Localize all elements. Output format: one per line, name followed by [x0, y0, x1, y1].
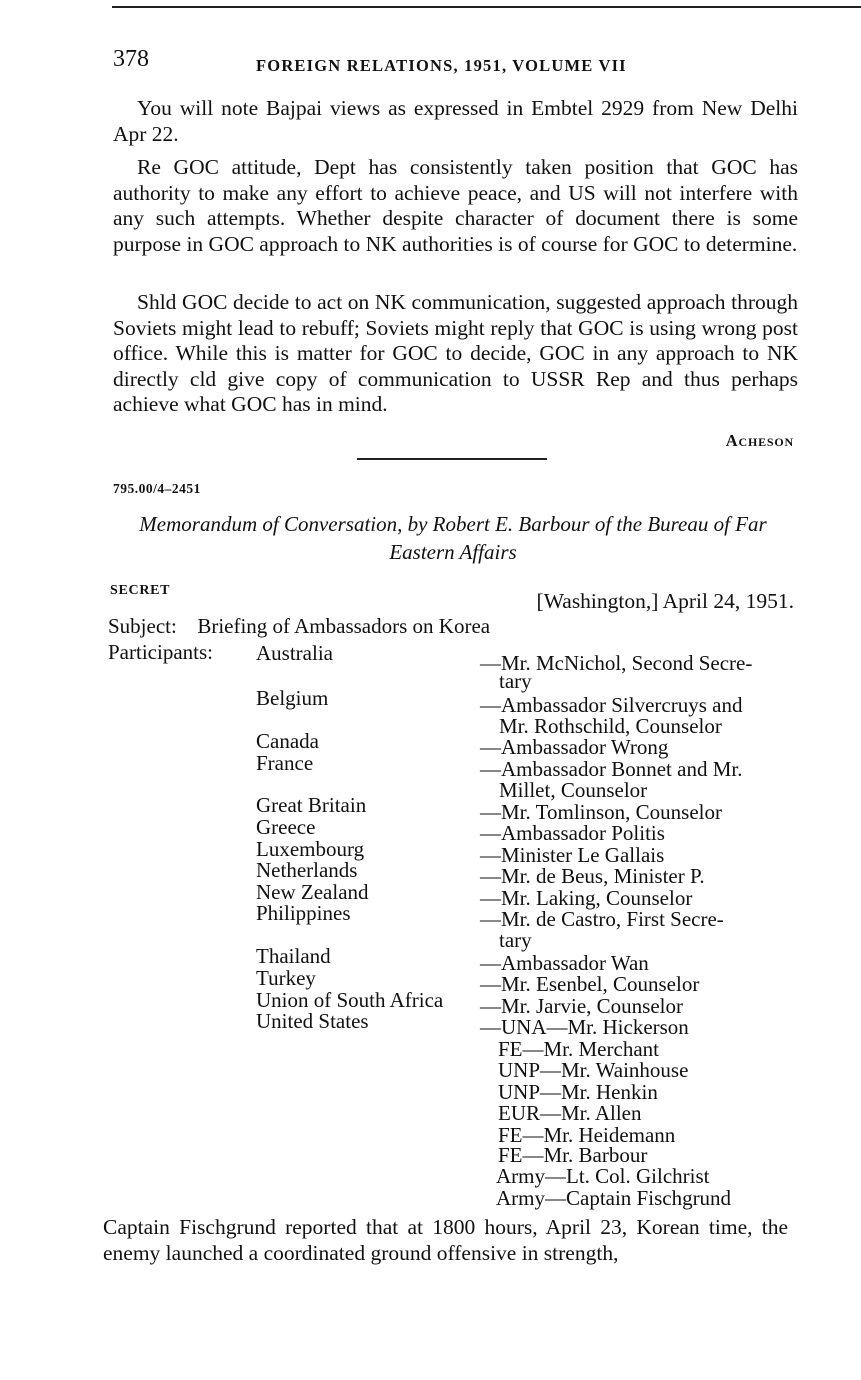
participant-rep: —Minister Le Gallais [480, 843, 665, 867]
us-participant: FE—Mr. Barbour [498, 1143, 648, 1167]
us-participant: UNP—Mr. Wainhouse [498, 1058, 689, 1082]
signature: Acheson [725, 431, 794, 450]
participant-country: Thailand [256, 944, 331, 968]
participant-rep: Mr. Rothschild, Counselor [499, 714, 722, 738]
participant-country: New Zealand [256, 880, 369, 904]
us-participant: Army—Captain Fischgrund [496, 1186, 732, 1210]
participant-country: Greece [256, 815, 316, 839]
participant-rep: —Mr. McNichol, Second Secre- [480, 651, 753, 675]
participant-rep: —Mr. Laking, Counselor [480, 886, 693, 910]
classification-label: SECRET [110, 583, 171, 598]
participant-rep: —Ambassador Silvercruys and [480, 693, 743, 717]
participant-rep: —Mr. Jarvie, Counselor [480, 994, 683, 1018]
telegram-paragraph-2: Re GOC attitude, Dept has consistently taken position that GOC has authority to make any effort to achieve peace, and US will not interfere with any such attempts. Whether despite character of document there is some purpose in GOC approach to NK authorities is of course for GOC to determine. [113, 155, 798, 256]
memo-title: Memorandum of Conversation, by Robert E. Barbour of the Bureau of Far Eastern Affairs [139, 512, 767, 564]
participant-country: United States [256, 1009, 369, 1033]
participant-rep: —Ambassador Wrong [480, 735, 669, 759]
telegram-paragraph-1: You will note Bajpai views as expressed in Embtel 2929 from New Delhi Apr 22. [113, 96, 798, 146]
participant-rep: —Ambassador Wan [480, 951, 649, 975]
participant-country: Netherlands [256, 858, 358, 882]
us-participant: UNP—Mr. Henkin [498, 1080, 658, 1104]
participant-rep: tary [499, 669, 532, 693]
participant-country: Union of South Africa [256, 988, 444, 1012]
us-participant: EUR—Mr. Allen [498, 1101, 642, 1125]
participant-country: Turkey [256, 966, 316, 990]
participant-rep: —Mr. de Beus, Minister P. [480, 864, 705, 888]
us-participant: FE—Mr. Heidemann [498, 1123, 676, 1147]
participant-rep: —Ambassador Politis [480, 821, 665, 845]
page-number: 378 [113, 46, 149, 72]
telegram-paragraph-3: Shld GOC decide to act on NK communication, suggested approach through Soviets might lead to rebuff; Soviets might reply that GOC is using wrong post office. While this is matter for GOC to decide, GOC in any approach to NK directly cld give copy of communication to USSR Rep and thus perhaps achieve what GOC has in mind. [113, 290, 798, 417]
subject-text: Briefing of Ambassadors on Korea [197, 614, 491, 638]
participant-rep: —Mr. de Castro, First Secre- [480, 907, 724, 931]
participant-rep: —Mr. Esenbel, Counselor [480, 972, 700, 996]
participant-country: Luxembourg [256, 837, 365, 861]
section-divider [357, 458, 547, 460]
participant-country: Philippines [256, 901, 351, 925]
participant-rep: —Ambassador Bonnet and Mr. [480, 757, 743, 781]
participants-label: Participants: [108, 640, 213, 664]
subject-label: Subject: [108, 614, 177, 638]
subject-line [108, 614, 490, 639]
participant-country: France [256, 751, 314, 775]
participant-rep: —Mr. Tomlinson, Counselor [480, 800, 722, 824]
document-id: 795.00/4–2451 [113, 481, 201, 496]
participant-country: Belgium [256, 686, 329, 710]
memo-body-paragraph: Captain Fischgrund reported that at 1800 hours, April 23, Korean time, the enemy launched a coordinated ground offensive in strength, [103, 1215, 788, 1265]
participant-rep: —UNA—Mr. Hickerson [480, 1015, 689, 1039]
participant-country: Australia [256, 641, 333, 665]
participant-country: Canada [256, 729, 319, 753]
participant-rep: Millet, Counselor [499, 778, 648, 802]
running-head: FOREIGN RELATIONS, 1951, VOLUME VII [256, 56, 627, 75]
us-participant: FE—Mr. Merchant [498, 1037, 659, 1061]
participant-rep: tary [499, 928, 532, 952]
place-date: [Washington,] April 24, 1951. [536, 589, 794, 613]
us-participant: Army—Lt. Col. Gilchrist [496, 1164, 710, 1188]
top-border-line [112, 6, 861, 8]
participant-country: Great Britain [256, 793, 367, 817]
